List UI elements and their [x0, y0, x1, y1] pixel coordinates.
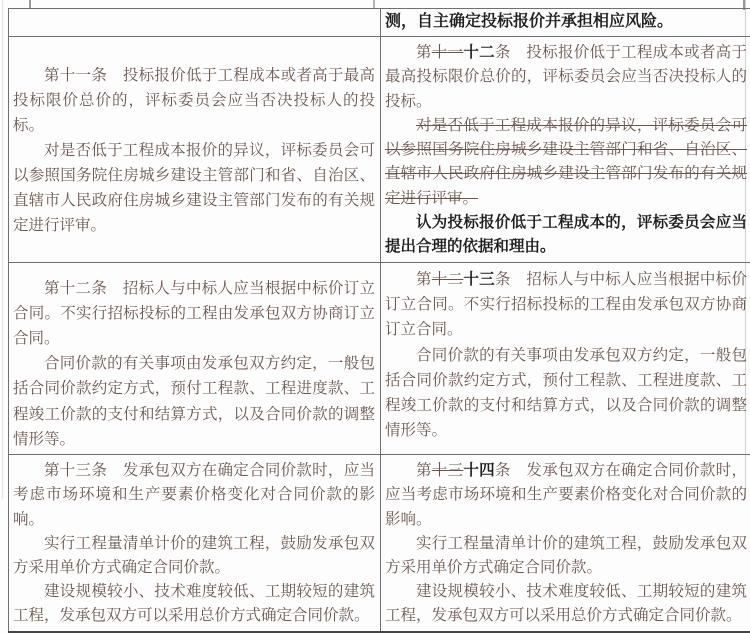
row-article-13-new-paragraph-2 — [385, 580, 747, 628]
row-article-13-old-paragraph-2 — [13, 580, 375, 628]
text-segment-strike: 对是否低于工程成本报价的异议，评标委员会可以参照国务院住房城乡建设主管部门和省、自治区、直辖市人民政府住房城乡建设主管部门发布的有关规定进行评审。 — [385, 117, 747, 207]
text-segment-normal: 条 发承包双方在确定合同价款时，应当考虑市场环境和生产要素价格变化对合同价款的影响。 — [385, 462, 747, 527]
row-continuation-new-paragraph-0 — [385, 12, 747, 32]
text-segment-strike: 十一 — [432, 44, 464, 61]
row-article-13 — [9, 455, 750, 632]
row-article-13-old-paragraph-0 — [13, 459, 375, 532]
text-segment-normal: 第 — [416, 462, 432, 479]
text-segment-normal: 建设规模较小、技术难度较低、工期较短的建筑工程，发承包双方可以采用总价方式确定合同价款。 — [13, 583, 375, 624]
row-article-11-new-paragraph-1 — [385, 114, 747, 211]
text-segment-bold: 十三 — [463, 271, 495, 288]
row-article-11-old-cell — [9, 37, 381, 263]
text-segment-bold: 测，自主确定投标报价并承担相应风险。 — [385, 13, 673, 30]
text-segment-normal: 建设规模较小、技术难度较低、工期较短的建筑工程，发承包双方可以采用总价方式确定合同价款。 — [385, 583, 747, 624]
row-article-13-old-cell — [9, 455, 381, 632]
row-article-12-new-paragraph-1 — [385, 343, 747, 444]
text-segment-normal: 合同价款的有关事项由发承包双方约定，一般包括合同价款约定方式，预付工程款、工程进度款、工程竣工价款的支付和结算方式，以及合同价款的调整情形等。 — [13, 355, 375, 448]
comparison-table — [8, 8, 750, 633]
text-segment-normal: 第 — [416, 271, 432, 288]
text-segment-normal: 第 — [416, 44, 432, 61]
text-segment-normal: 第十三条 发承包双方在确定合同价款时，应当考虑市场环境和生产要素价格变化对合同价款的影响。 — [13, 462, 375, 527]
text-segment-normal: 第十一条 投标报价低于工程成本或者高于最高投标限价总价的，评标委员会应当否决投标人的投标。 — [13, 67, 375, 134]
text-segment-normal: 实行工程量清单计价的建筑工程，鼓励发承包双方采用单价方式确定合同价款。 — [385, 535, 747, 576]
row-continuation-old-cell — [9, 9, 381, 37]
scan-artifact — [373, 0, 375, 8]
text-segment-normal: 合同价款的有关事项由发承包双方约定，一般包括合同价款约定方式，预付工程款、工程进度款、工程竣工价款的支付和结算方式，以及合同价款的调整情形等。 — [385, 347, 747, 440]
row-article-12-old-paragraph-1 — [13, 351, 375, 452]
text-segment-normal: 实行工程量清单计价的建筑工程，鼓励发承包双方采用单价方式确定合同价款。 — [13, 535, 375, 576]
text-segment-bold: 十四 — [463, 462, 495, 479]
row-article-11-old-paragraph-0 — [13, 63, 375, 138]
text-segment-normal: 对是否低于工程成本报价的异议，评标委员会可以参照国务院住房城乡建设主管部门和省、自治区、直辖市人民政府住房城乡建设主管部门发布的有关规定进行评审。 — [13, 142, 375, 234]
row-continuation-new-cell — [381, 9, 750, 37]
row-article-11 — [9, 37, 750, 263]
comparison-table-body — [9, 9, 750, 632]
row-article-13-new-cell — [381, 455, 750, 632]
row-article-11-old-paragraph-1 — [13, 138, 375, 238]
row-article-11-new-paragraph-2 — [385, 211, 747, 260]
scan-artifact — [2, 0, 3, 499]
row-article-12-old-paragraph-0 — [13, 276, 375, 352]
row-article-13-new-paragraph-1 — [385, 532, 747, 580]
row-article-12-new-paragraph-0 — [385, 267, 747, 343]
row-article-12-old-cell — [9, 262, 381, 454]
scan-artifact — [29, 0, 31, 8]
row-article-13-new-paragraph-0 — [385, 459, 747, 532]
text-segment-bold: 认为投标报价低于工程成本的，评标委员会应当提出合理的依据和理由。 — [385, 214, 747, 255]
text-segment-bold: 十二 — [463, 44, 495, 61]
row-continuation — [9, 9, 750, 37]
row-article-11-new-cell — [381, 37, 750, 263]
text-segment-normal: 条 招标人与中标人应当根据中标价订立合同。不实行招标投标的工程由发承包双方协商订立合同。 — [385, 271, 747, 339]
text-segment-strike: 十二 — [432, 271, 464, 288]
text-segment-strike: 十三 — [432, 462, 464, 479]
row-article-13-old-paragraph-1 — [13, 532, 375, 580]
text-segment-normal: 第十二条 招标人与中标人应当根据中标价订立合同。不实行招标投标的工程由发承包双方协商订立合同。 — [13, 280, 375, 347]
row-article-12 — [9, 262, 750, 454]
row-article-11-new-paragraph-0 — [385, 41, 747, 114]
row-article-12-new-cell — [381, 262, 750, 454]
text-segment-normal: 条 投标报价低于工程成本或者高于最高投标限价总价的，评标委员会应当否决投标人的投标。 — [385, 44, 747, 110]
